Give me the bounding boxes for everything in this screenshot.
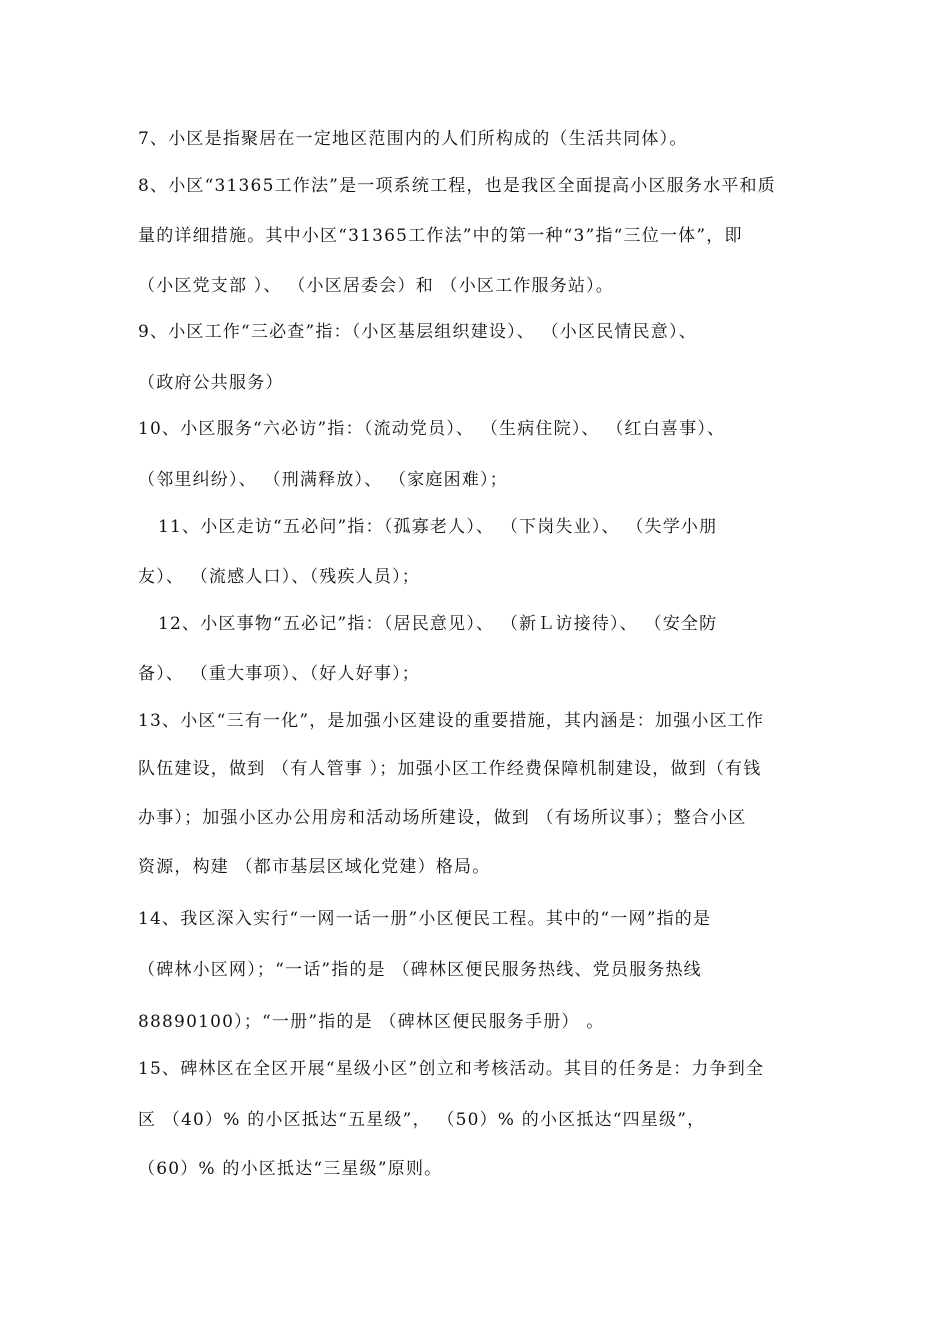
item-9-line-2: （政府公共服务） <box>138 373 284 393</box>
item-14-line-3: 88890100）；“一册”指的是 （碑林区便民服务手册） 。 <box>138 1012 605 1032</box>
item-7-line: 7、小区是指聚居在一定地区范围内的人们所构成的（生活共同体）。 <box>138 129 688 149</box>
item-10-line-1: 10、小区服务“六必访”指：（流动党员）、 （生病住院）、 （红白喜事）、 <box>138 419 726 439</box>
item-13-line-2: 队伍建设，做到 （有人管事 ）；加强小区工作经费保障机制建设，做到（有钱 <box>138 759 762 779</box>
item-14-line-2: （碑林小区网）；“一话”指的是 （碑林区便民服务热线、党员服务热线 <box>138 960 702 980</box>
item-10-line-2: （邻里纠纷）、 （刑满释放）、 （家庭困难）； <box>138 470 508 490</box>
item-12-line-2: 备）、 （重大事项）、（好人好事）； <box>138 664 421 684</box>
item-12-line-1: 12、小区事物“五必记”指：（居民意见）、 （新Ｌ访接待）、 （安全防 <box>158 614 718 634</box>
item-15-line-1: 15、碑林区在全区开展“星级小区”创立和考核活动。其目的任务是：力争到全 <box>138 1059 765 1079</box>
item-15-line-3: （60）% 的小区抵达“三星级”原则。 <box>138 1159 443 1179</box>
item-11-line-1: 11、小区走访“五必问”指：（孤寡老人）、 （下岗失业）、 （失学小朋 <box>158 517 718 537</box>
item-13-line-1: 13、小区“三有一化”，是加强小区建设的重要措施，其内涵是：加强小区工作 <box>138 711 765 731</box>
item-11-line-2: 友）、 （流感人口）、（残疾人员）； <box>138 567 421 587</box>
item-8-line-1: 8、小区“31365工作法”是一项系统工程，也是我区全面提高小区服务水平和质 <box>138 176 776 196</box>
item-8-line-2: 量的详细措施。其中小区“31365工作法”中的第一种“3”指“三位一体”，即 <box>138 226 743 246</box>
item-13-line-4: 资源，构建 （都市基层区域化党建）格局。 <box>138 857 491 877</box>
item-8-line-3: （小区党支部 ）、 （小区居委会）和 （小区工作服务站）。 <box>138 276 615 296</box>
item-13-line-3: 办事）；加强小区办公用房和活动场所建设，做到 （有场所议事）；整合小区 <box>138 808 747 828</box>
item-15-line-2: 区 （40）% 的小区抵达“五星级”， （50）% 的小区抵达“四星级”， <box>138 1110 706 1130</box>
item-14-line-1: 14、我区深入实行“一网一话一册”小区便民工程。其中的“一网”指的是 <box>138 909 712 929</box>
item-9-line-1: 9、小区工作“三必查”指：（小区基层组织建设）、 （小区民情民意）、 <box>138 322 697 342</box>
